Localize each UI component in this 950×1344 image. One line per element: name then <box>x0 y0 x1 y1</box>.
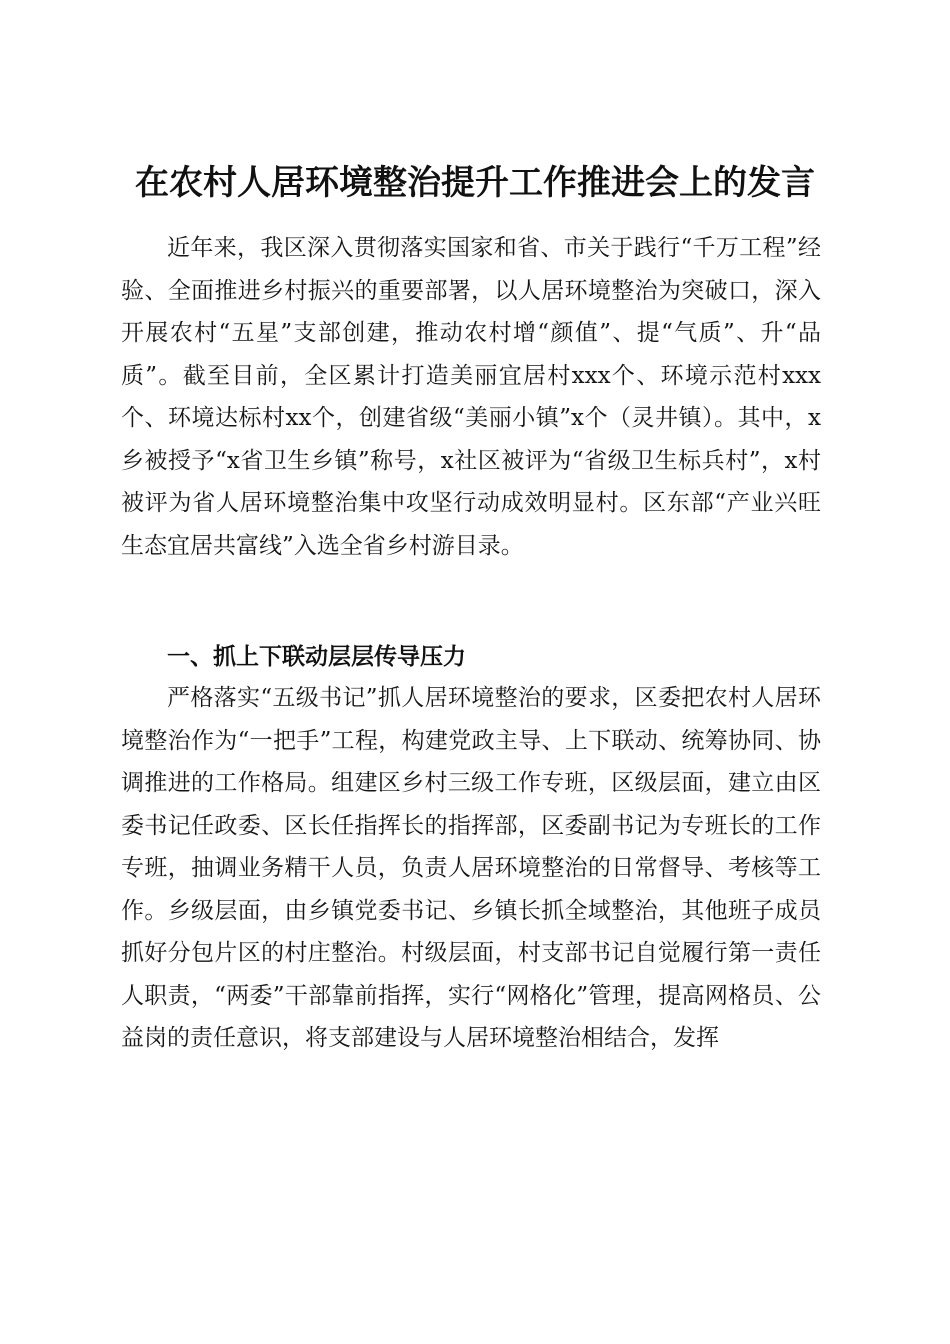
document-title: 在农村人居环境整治提升工作推进会上的发言 <box>135 162 815 203</box>
section-heading: 一、抓上下联动层层传导压力 <box>167 644 466 670</box>
section-paragraph: 严格落实“五级书记”抓人居环境整治的要求，区委把农村人居环境整治作为“一把手”工程，构建党政主导、上下联动、统筹协同、协调推进的工作格局。组建区乡村三级工作专班，区级层面，建立由区委书记任政委、区长任指挥长的指挥部，区委副书记为专班长的工作专班，抽调业务精干人员，负责人居环境整治的日常督导、考核等工作。乡级层面，由乡镇党委书记、乡镇长抓全域整治，其他班子成员抓好分包片区的村庄整治。村级层面，村支部书记自觉履行第一责任人职责，“两委”干部靠前指挥，实行“网格化”管理，提高网格员、公益岗的责任意识，将支部建设与人居环境整治相结合，发挥 <box>121 685 821 1051</box>
intro-paragraph: 近年来，我区深入贯彻落实国家和省、市关于践行“千万工程”经验、全面推进乡村振兴的重要部署，以人居环境整治为突破口，深入开展农村“五星”支部创建，推动农村增“颜值”、提“气质”、升“品质”。截至目前，全区累计打造美丽宜居村xxx个、环境示范村xxx个、环境达标村xx个，创建省级“美丽小镇”x个（灵井镇）。其中，x乡被授予“x省卫生乡镇”称号，x社区被评为“省级卫生标兵村”，x村被评为省人居环境整治集中攻坚行动成效明显村。区东部“产业兴旺生态宜居共富线”入选全省乡村游目录。 <box>121 235 821 559</box>
